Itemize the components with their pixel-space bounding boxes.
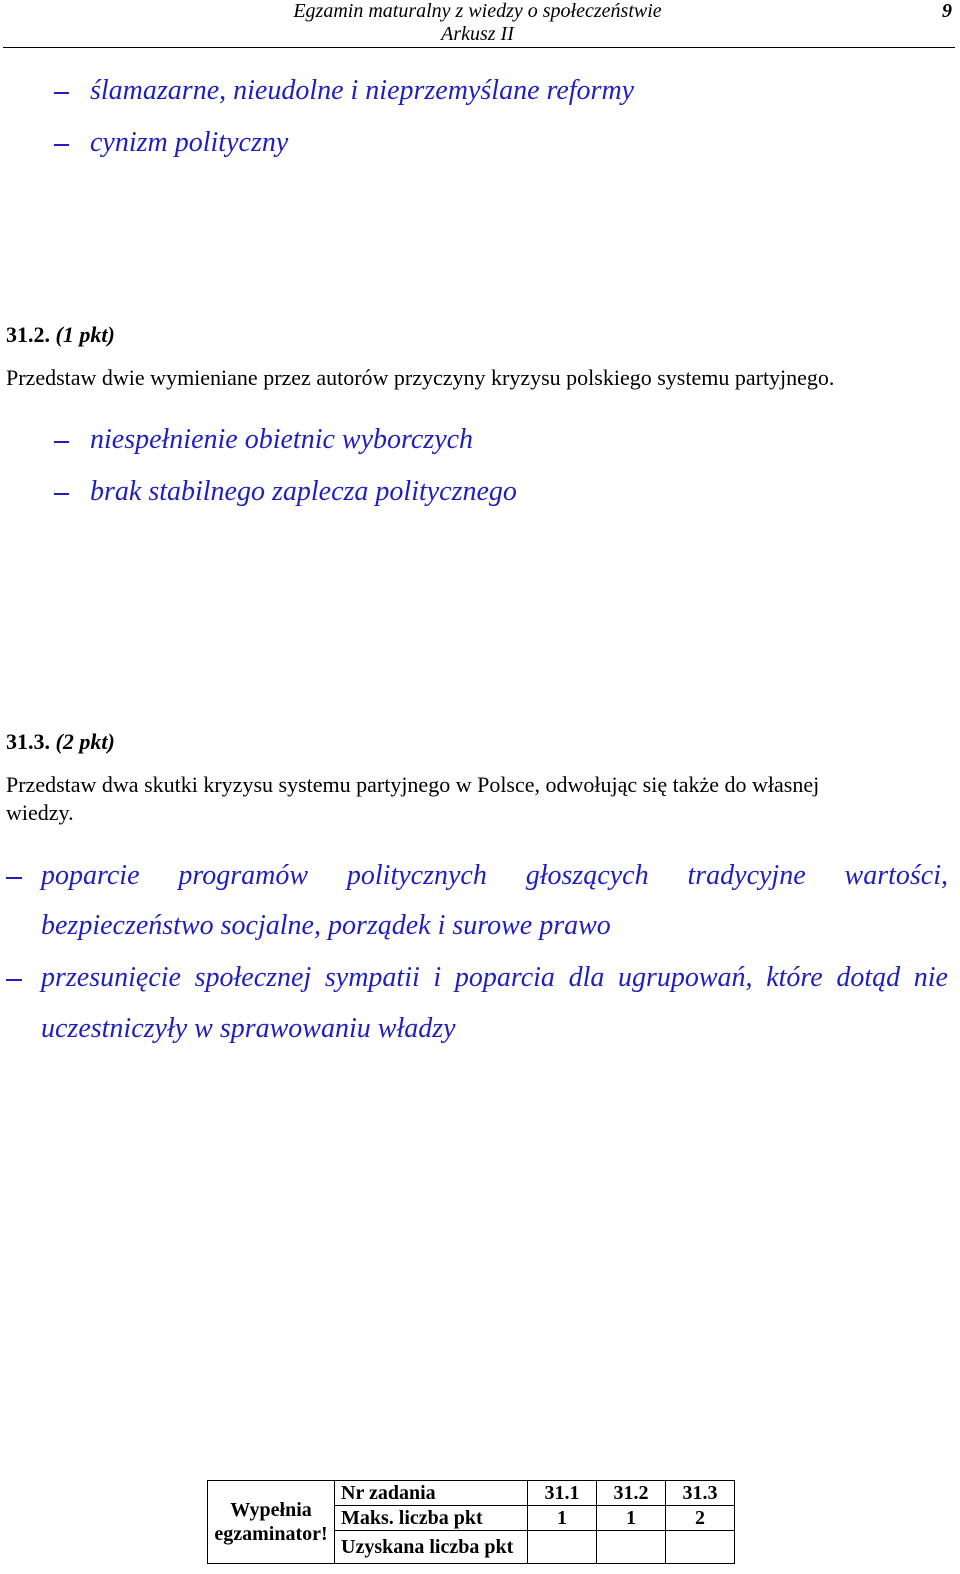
- page-header: [0, 0, 960, 48]
- answer-word: sympatii: [324, 962, 420, 993]
- answer-word: dla: [568, 962, 605, 993]
- dash-icon: [54, 493, 69, 495]
- answer-word: poparcia: [454, 962, 555, 993]
- answer-word: dotąd: [836, 962, 901, 993]
- task-points: (2 pkt): [55, 729, 115, 754]
- answer-word: ugrupowań,: [617, 962, 753, 993]
- obtained-points-cell[interactable]: [528, 1531, 597, 1564]
- answer-word: poparcie: [41, 860, 140, 891]
- task-heading-31-3: [6, 729, 115, 755]
- dash-icon: [6, 877, 22, 879]
- dash-icon: [54, 441, 69, 443]
- task-number-cell: 31.1: [528, 1481, 597, 1506]
- answer-word: przesunięcie: [41, 962, 181, 993]
- exam-title: Egzamin maturalny z wiedzy o społeczeństwie: [293, 0, 662, 22]
- max-points-cell: 2: [666, 1506, 735, 1531]
- answer-line-continued: bezpieczeństwo socjalne, porządek i surowe prawo: [41, 910, 611, 941]
- obtained-points-cell[interactable]: [666, 1531, 735, 1564]
- max-points-cell: 1: [597, 1506, 666, 1531]
- dash-icon: [6, 979, 22, 981]
- answer-word: wartości,: [844, 860, 948, 891]
- task-number-cell: 31.3: [666, 1481, 735, 1506]
- answer-word: społecznej: [194, 962, 312, 993]
- examiner-label: egzaminator!: [214, 1523, 328, 1545]
- examiner-label: Wypełnia: [230, 1499, 312, 1521]
- answer-word: politycznych: [346, 860, 487, 891]
- header-divider: [3, 47, 955, 48]
- task-prompt: Przedstaw dwa skutki kryzysu systemu partyjnego w Polsce, odwołując się także do własnej: [6, 772, 820, 797]
- answer-line: brak stabilnego zaplecza politycznego: [90, 476, 517, 507]
- task-number-cell: 31.2: [597, 1481, 666, 1506]
- obtained-points-cell[interactable]: [597, 1531, 666, 1564]
- dash-icon: [54, 144, 69, 146]
- task-number: 31.2.: [6, 322, 50, 347]
- answer-word: które: [766, 962, 823, 993]
- answer-word: tradycyjne: [687, 860, 806, 891]
- answer-line: niespełnienie obietnic wyborczych: [90, 424, 474, 455]
- page-number: 9: [942, 0, 952, 22]
- row-label-max-points: Maks. liczba pkt: [335, 1506, 528, 1531]
- task-prompt: Przedstaw dwie wymieniane przez autorów przyczyny kryzysu polskiego systemu partyjnego.: [6, 365, 835, 390]
- row-label-task-number: Nr zadania: [335, 1481, 528, 1506]
- task-heading-31-2: [6, 322, 115, 348]
- answer-line-justified: [41, 961, 948, 995]
- examiner-cell: [208, 1481, 335, 1564]
- answer-word: nie: [913, 962, 948, 993]
- answer-line-continued: uczestniczyły w sprawowaniu władzy: [41, 1013, 456, 1044]
- row-label-obtained-points: Uzyskana liczba pkt: [335, 1531, 528, 1564]
- dash-icon: [54, 92, 69, 94]
- task-prompt-continued: wiedzy.: [6, 800, 74, 825]
- table-row: [208, 1481, 735, 1506]
- answer-line: ślamazarne, nieudolne i nieprzemyślane reformy: [90, 75, 635, 106]
- score-table: [207, 1480, 735, 1564]
- answer-word: głoszących: [525, 860, 649, 891]
- answer-line-justified: [41, 859, 948, 893]
- task-points: (1 pkt): [55, 322, 115, 347]
- answer-word: i: [433, 962, 442, 993]
- answer-line: cynizm polityczny: [90, 127, 289, 158]
- exam-sheet-label: Arkusz II: [441, 23, 514, 45]
- task-number: 31.3.: [6, 729, 50, 754]
- max-points-cell: 1: [528, 1506, 597, 1531]
- answer-word: programów: [178, 860, 309, 891]
